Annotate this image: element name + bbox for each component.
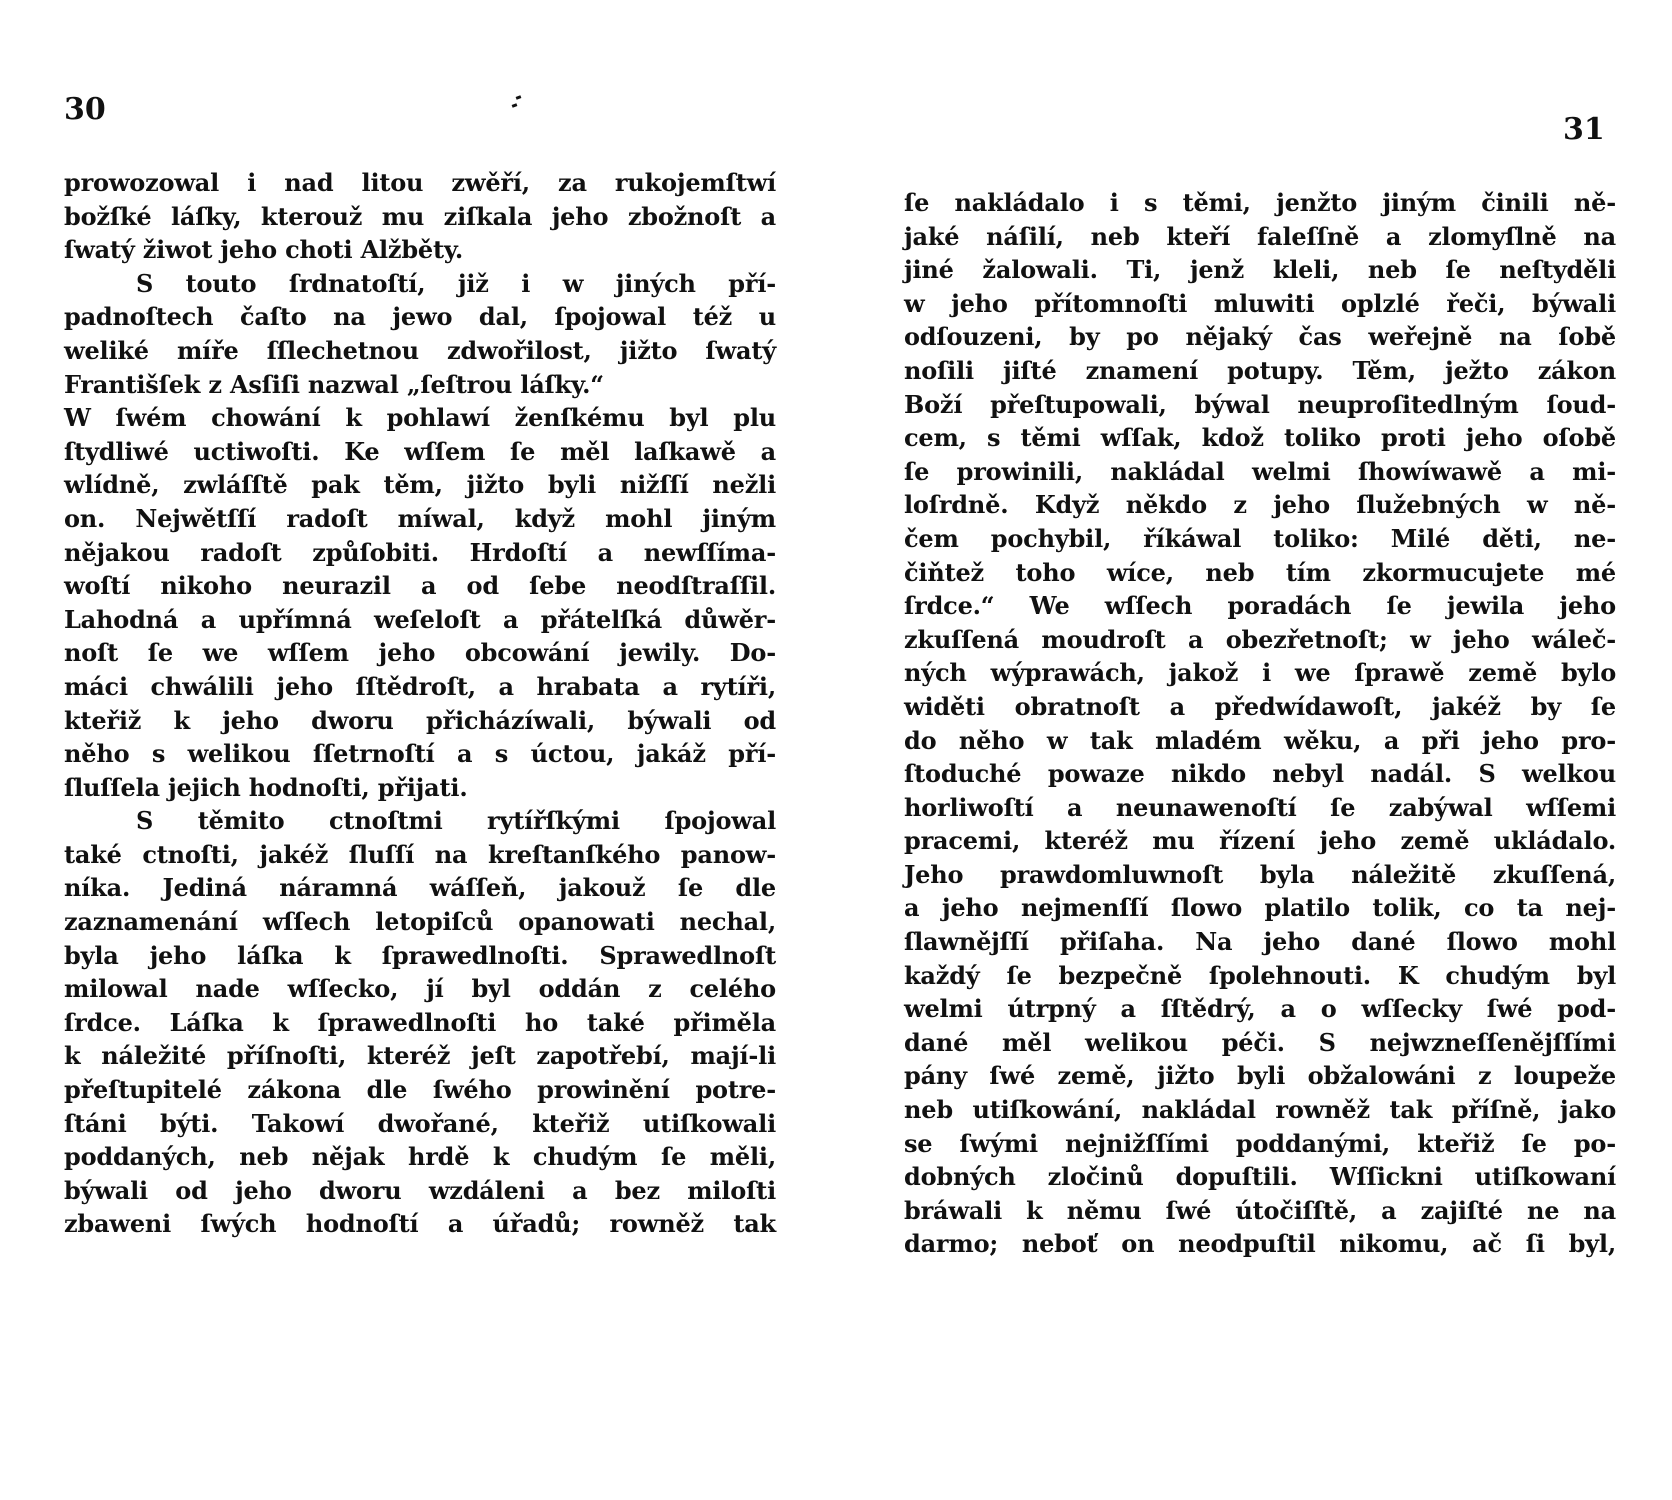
text-line: čem pochybil, říkáwal toliko: Milé děti, ne-	[904, 523, 1616, 553]
text-line: Boží přeſtupowali, býwal neuproſitedlným ſoud-	[904, 389, 1616, 419]
left-page-text	[64, 166, 776, 1241]
text-line: prowozowal i nad litou zwěří, za rukojemſtwí	[64, 168, 776, 197]
text-line: noſili jiſté znamení potupy. Těm, ježto zákon	[904, 355, 1616, 385]
text-line: pány ſwé země, jižto byli obžalowáni z loupeže	[904, 1061, 1616, 1091]
text-line: ſe nakládalo i s těmi, jenžto jiným činili ně-	[904, 188, 1616, 217]
text-line: ſtoduché powaze nikdo nebyl nadál. S welkou	[904, 759, 1616, 789]
text-line: poddaných, neb nějak hrdě k chudým ſe měli,	[64, 1142, 776, 1172]
text-line: W ſwém chowání k pohlawí ženſkému byl plu	[64, 403, 776, 433]
text-line: milowal nade wſſecko, jí byl oddán z celého	[64, 974, 776, 1004]
text-line: ſwatý žiwot jeho choti Alžběty.	[64, 235, 464, 265]
text-line: padnoſtech čaſto na jewo dal, ſpojowal též u	[64, 302, 776, 332]
text-line: něho s welikou ſſetrnoſtí a s úctou, jakáž pří-	[64, 739, 776, 769]
text-line: býwali od jeho dworu wzdáleni a bez miloſti	[64, 1175, 776, 1205]
page-number-right: 31	[1563, 112, 1605, 147]
text-line: zkuſſená moudroſt a obezřetnoſt; w jeho wáleč-	[904, 624, 1616, 654]
text-line: dobných zločinů dopuſtili. Wſſickni utiſkowaní	[904, 1162, 1616, 1192]
text-line: w jeho přítomnoſti mluwiti oplzlé řeči, býwali	[904, 288, 1616, 318]
text-line: ſlawnějſſí přiſaha. Na jeho dané ſlowo mohl	[904, 927, 1616, 957]
text-line: horliwoſtí a neunawenoſtí ſe zabýwal wſſemi	[904, 792, 1616, 822]
text-line: widěti obratnoſt a předwídawoſt, jakéž by ſe	[904, 691, 1616, 721]
text-line: S touto ſrdnatoſtí, již i w jiných pří-	[136, 268, 776, 298]
text-line: k náležité příſnoſti, kteréž jeſt zapotřebí, mají-li	[64, 1041, 776, 1071]
text-line: noſt ſe we wſſem jeho obcowání jewily. Do-	[64, 638, 776, 668]
text-line: dané měl welikou péči. S nejwzneſſenějſſími	[904, 1027, 1616, 1057]
text-line: zbaweni ſwých hodnoſtí a úřadů; rowněž tak	[64, 1209, 776, 1239]
text-line: welmi útrpný a ſſtědrý, a o wſſecky ſwé pod-	[904, 994, 1616, 1024]
text-line: bráwali k němu ſwé útočiſſtě, a zajiſté ne na	[904, 1195, 1616, 1225]
text-line: ſe prowinili, nakládal welmi ſhowíwawě a mi-	[904, 456, 1616, 486]
text-line: jaké náſilí, neb kteří faleſſně a zlomyſlně na	[904, 221, 1616, 251]
text-line: ſrdce. Láſka k ſprawedlnoſti ho také přiměla	[64, 1007, 776, 1037]
text-line: se ſwými nejnižſſími poddanými, kteřiž ſe po-	[904, 1128, 1616, 1158]
text-line: do něho w tak mladém wěku, a při jeho pro-	[904, 725, 1616, 755]
text-line: ſtáni býti. Takowí dwořané, kteřiž utiſkowali	[64, 1108, 776, 1138]
text-line: nějakou radoſt způſobiti. Hrdoſtí a newſſíma-	[64, 537, 776, 567]
text-line: zaznamenání wſſech letopiſců opanowati nechal,	[64, 907, 776, 937]
text-line: ſrdce.“ We wſſech poradách ſe jewila jeho	[904, 591, 1616, 621]
text-line: máci chwálili jeho ſſtědroſt, a hrabata a rytíři,	[64, 671, 776, 701]
text-line: božſké láſky, kterouž mu ziſkala jeho zbožnoſt a	[64, 201, 776, 231]
text-line: woſtí nikoho neurazil a od ſebe neodſtraſſil.	[64, 571, 776, 601]
text-line: on. Nejwětſſí radoſt míwal, když mohl jiným	[64, 503, 776, 533]
right-page	[836, 0, 1672, 1500]
right-page-text	[904, 186, 1616, 1261]
left-page	[0, 0, 820, 1500]
printer-mark	[512, 96, 524, 110]
text-line: neb utiſkowání, nakládal rowněž tak příſně, jako	[904, 1095, 1616, 1125]
page-number-left: 30	[64, 92, 106, 127]
text-line: ných wýprawách, jakož i we ſprawě země bylo	[904, 658, 1616, 688]
text-line: také ctnoſti, jakéž ſluſſí na kreſtanſkého panow-	[64, 839, 776, 869]
text-line: čiňtež toho wíce, neb tím zkormucujete mé	[904, 557, 1616, 587]
text-line: pracemi, kteréž mu řízení jeho země ukládalo.	[904, 826, 1616, 856]
text-line: byla jeho láſka k ſprawedlnoſti. Sprawedlnoſt	[64, 940, 776, 970]
text-line: Františſek z Asſiſi nazwal „ſeſtrou láſky.“	[64, 369, 604, 399]
text-line: kteřiž k jeho dworu přicházíwali, býwali od	[64, 705, 776, 735]
text-line: loſrdně. Když někdo z jeho ſlužebných w ně-	[904, 490, 1616, 520]
text-line: cem, s těmi wſſak, kdož toliko proti jeho oſobě	[904, 423, 1616, 453]
text-line: odſouzeni, by po nějaký čas weřejně na ſobě	[904, 322, 1616, 352]
text-line: Jeho prawdomluwnoſt byla náležitě zkuſſená,	[904, 859, 1616, 889]
text-line: wlídně, zwláſſtě pak těm, jižto byli nižſſí nežli	[64, 470, 776, 500]
text-line: ſluſſela jejich hodnoſti, přijati.	[64, 772, 468, 802]
text-line: weliké míře ſſlechetnou zdwořilost, jižto ſwatý	[64, 335, 776, 365]
text-line: každý ſe bezpečně ſpolehnouti. K chudým byl	[904, 960, 1616, 990]
text-line: S těmito ctnoſtmi rytířſkými ſpojowal	[136, 806, 776, 836]
text-line: přeſtupitelé zákona dle ſwého prowinění potre-	[64, 1075, 776, 1105]
text-line: darmo; neboť on neodpuſtil nikomu, ač ſi byl,	[904, 1229, 1616, 1259]
text-line: Lahodná a upřímná weſeloſt a přátelſká důwěr-	[64, 604, 776, 634]
text-line: jiné žalowali. Ti, jenž kleli, neb ſe neſtyděli	[904, 255, 1616, 285]
text-line: ſtydliwé uctiwoſti. Ke wſſem ſe měl laſkawě a	[64, 436, 776, 466]
text-line: níka. Jediná náramná wáſſeň, jakouž ſe dle	[64, 873, 776, 903]
text-line: a jeho nejmenſſí ſlowo platilo tolik, co ta nej-	[904, 893, 1616, 923]
